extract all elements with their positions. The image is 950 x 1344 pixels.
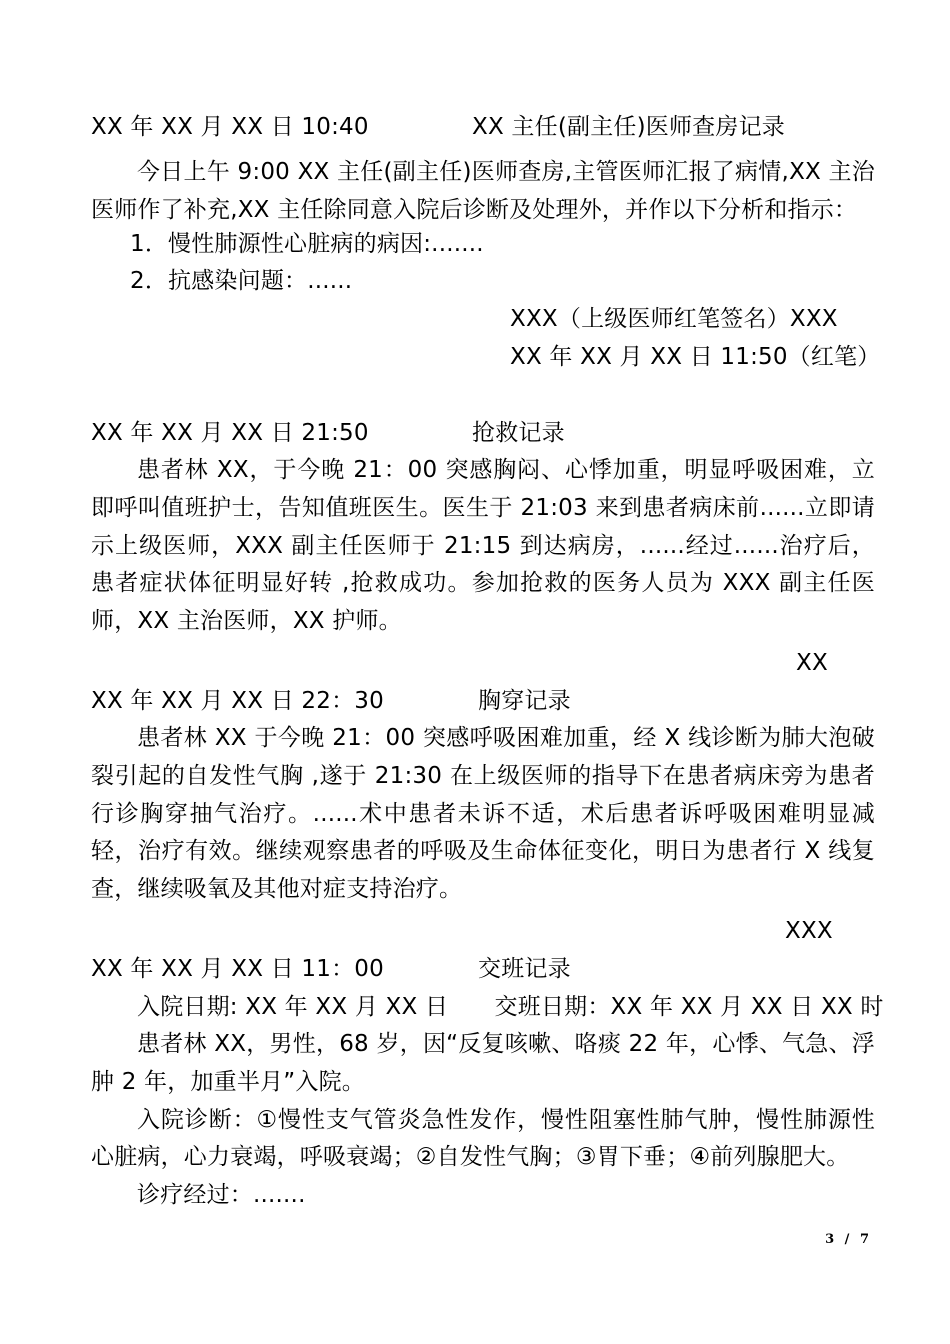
signature-date: XX 年 XX 月 XX 日 11:50（红笔）: [510, 344, 881, 370]
record-title: 胸穿记录: [478, 688, 571, 714]
treatment-course: 诊疗经过：.......: [137, 1182, 306, 1209]
record-body: [91, 720, 875, 909]
record-paragraph: 患者林 XX，于今晚 21：00 突感胸闷、心悸加重，明显呼吸困难，立即呼叫值班护士，告知值班医生。医生于 21:03 来到患者病床前......立即请示上级医师，XXX 副主任医师于 21:15 到达病房，......经过......治疗后，患者症状体征明显好转 ,抢救成功。参加抢救的医务人员为 XXX 副主任医师，XX 主治医师，XX 护师。: [91, 457, 875, 635]
record-title: 交班记录: [478, 956, 571, 982]
record-paragraph: 患者林 XX 于今晚 21：00 突感呼吸困难加重，经 X 线诊断为肺大泡破裂引起的自发性气胸 ,遂于 21:30 在上级医师的指导下在患者病床旁为患者行诊胸穿抽气治疗。......术中患者未诉不适，术后患者诉呼吸困难明显减轻，治疗有效。继续观察患者的呼吸及生命体征变化，明日为患者行 X 线复查，继续吸氧及其他对症支持治疗。: [91, 725, 875, 903]
signature: XX: [796, 650, 828, 676]
signature: XXX（上级医师红笔签名）XXX: [510, 306, 838, 332]
page-number: 3 / 7: [825, 1232, 872, 1247]
record-body: [91, 154, 875, 230]
record-datetime: XX 年 XX 月 XX 日 11：00: [91, 956, 384, 982]
record-title: 抢救记录: [472, 420, 565, 446]
list-item: 2．抗感染问题：......: [130, 268, 353, 294]
record-datetime: XX 年 XX 月 XX 日 10:40: [91, 114, 369, 140]
admission-dates: 入院日期: XX 年 XX 月 XX 日 交班日期：XX 年 XX 月 XX 日 XX 时: [137, 994, 884, 1020]
patient-info: 患者林 XX，男性，68 岁，因“反复咳嗽、咯痰 22 年，心悸、气急、浮肿 2 年，加重半月”入院。: [91, 1031, 875, 1095]
signature: XXX: [785, 918, 833, 944]
record-datetime: XX 年 XX 月 XX 日 22：30: [91, 688, 384, 714]
record-paragraph: 今日上午 9:00 XX 主任(副主任)医师查房,主管医师汇报了病情,XX 主治医师作了补充,XX 主任除同意入院后诊断及处理外，并作以下分析和指示：: [91, 159, 875, 223]
record-body: [91, 452, 875, 641]
record-title: XX 主任(副主任)医师查房记录: [472, 114, 785, 140]
list-item: 1．慢性肺源性心脏病的病因:.......: [130, 231, 484, 257]
record-body: [91, 1026, 875, 1215]
diagnosis: 入院诊断：①慢性支气管炎急性发作，慢性阻塞性肺气肿，慢性肺源性心脏病，心力衰竭，呼吸衰竭；②自发性气胸；③胃下垂；④前列腺肥大。: [91, 1106, 875, 1171]
record-datetime: XX 年 XX 月 XX 日 21:50: [91, 420, 369, 446]
